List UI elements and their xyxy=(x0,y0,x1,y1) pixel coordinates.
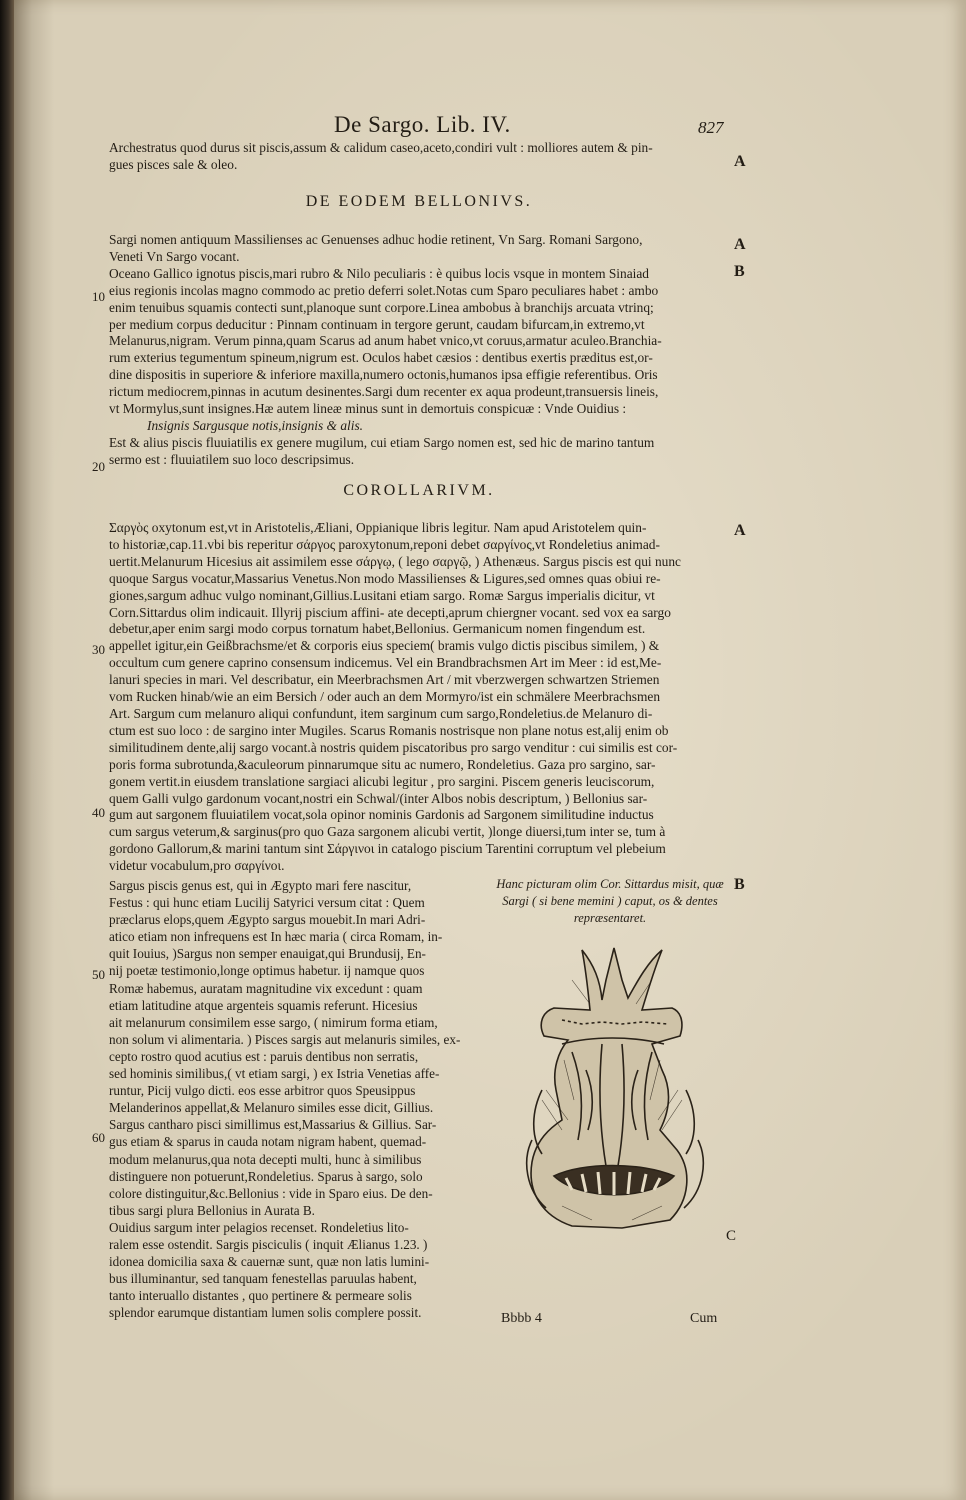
running-title: De Sargo. Lib. IV. xyxy=(334,112,511,137)
book-gutter xyxy=(0,0,14,1500)
text-line: quit Iouius, )Sargus non semper enauigat,qui Brundusij, En- xyxy=(109,946,426,962)
text-line: gonem vertit.in eiusdem translatione sargiaci alicubi legitur , pro sargini. Piscem generis leuciscorum, xyxy=(109,773,655,789)
margin-letter-b: B xyxy=(734,876,745,893)
text-line: lanuri species in mari. Vel describatur, ein Meerbrachsmen Art / mit vberzwergen schwartzen Striemen xyxy=(109,672,660,688)
text-line: Art. Sargum cum melanuro aliqui confundunt, item sarginum cum sargo,Rondeletius.de Melanuro di- xyxy=(109,705,653,721)
text-line: atico etiam non infrequens est In hæc maria ( circa Romam, in- xyxy=(109,929,443,945)
text-line: distinguere non potuerunt,Rondeletius. Sparus à sargo, solo xyxy=(109,1168,423,1184)
text-line: rum exterius tegumentum spineum,nigrum est. Oculos habet cæsios : dentibus exertis præditus est,or- xyxy=(109,350,653,366)
section-heading-corollarium: COROLLARIVM. xyxy=(343,482,495,499)
text-line: Est & alius piscis fluuiatilis ex genere mugilum, cui etiam Sargo nomen est, sed hic de marino tantum xyxy=(109,434,655,450)
text-line: ctum est suo loco : de sargino inter Mugiles. Scarus Romanis nostrisque non plane notus est,alij enim ob xyxy=(109,722,669,738)
text-line: sermo est : fluuiatilem suo loco descripsimus. xyxy=(109,451,355,467)
text-line: appellet igitur,ein Geißbrachsme/et & corporis eius speciem( bramis vulgo dictis piscibus similem, ) & xyxy=(109,638,660,654)
text-line: eius regionis incolas magno commodo ac pretio deferri solet.Notas cum Sparo peculiares habet : ambo xyxy=(109,282,659,298)
intro-paragraph xyxy=(109,140,729,174)
text-line: bus illuminantur, sed tanquam fenestellas paruulas habent, xyxy=(109,1271,417,1287)
text-line: gordono Gallorum,& marini tantum sint Σάργινοι in catalogo piscium Tarentini corruptum vel plebeium xyxy=(109,841,666,857)
text-line: cum sargus veterum,& sarginus(pro quo Gaza sargonem alicubi vertit, )longe diuersi,tum inter se, tum à xyxy=(109,824,666,840)
text-line: enim tenuibus squamis contecti sunt,planoque sunt corpore.Linea ambobus à branchijs arcuata vtrinq; xyxy=(109,299,654,315)
section-heading-bellonius: DE EODEM BELLONIVS. xyxy=(305,193,533,210)
corollarium-paragraph xyxy=(109,520,729,875)
text-line: tanto interuallo distantes , quo pertinere & permeare solis xyxy=(109,1288,412,1304)
margin-letter-c: C xyxy=(726,1228,737,1244)
text-line: Melanurus,nigram. Verum pinna,quam Scarus ad anum habet vnico,vt coruus,armatur aculeo.Branchia- xyxy=(109,333,662,349)
text-line: etiam latitudine atque argenteis squamis referunt. Hicesius xyxy=(109,997,418,1013)
text-line: colore distinguitur,&c.Bellonius : vide in Sparo eius. De den- xyxy=(109,1185,433,1201)
text-line: modum melanurus,qua nota decepti multi, hunc à similibus xyxy=(109,1151,422,1167)
text-line: gus etiam & sparus in cauda notam nigram habent, quemad- xyxy=(109,1134,427,1150)
margin-letter-a: A xyxy=(734,236,746,253)
margin-letter-a: A xyxy=(734,153,746,170)
signature-mark: Bbbb 4 xyxy=(501,1311,542,1326)
left-column-paragraph xyxy=(109,877,481,1321)
bellonius-paragraph xyxy=(109,232,729,469)
text-line: Sargus piscis genus est, qui in Ægypto mari fere nascitur, xyxy=(109,878,412,893)
folio-number: 827 xyxy=(698,118,724,137)
text-line: ait melanurum consimilem esse sargo, ( nimirum forma etiam, xyxy=(109,1014,438,1030)
text-line: poris forma subrotunda,&aculeorum pinnarumque situ ac numero, Rondeletius. Gaza pro sargino, sar- xyxy=(109,756,656,772)
text-line: videtur vocabulum,pro σαργίνοι. xyxy=(109,858,285,874)
text-line: idonea domicilia saxa & cauernæ sunt, quæ non latis lumini- xyxy=(109,1254,430,1270)
text-line: ralem esse ostendit. Sargis pisciculis ( inquit Ælianus 1.23. ) xyxy=(109,1236,428,1252)
text-line: giones,sargum adhuc vulgo nominant,Gillius.Lusitani etiam sargo. Romæ Sargus imperialis dicitur, vt xyxy=(109,587,655,603)
text-line: Ouidius sargum inter pelagios recenset. Rondeletius lito- xyxy=(109,1219,409,1235)
text-line: Sargi nomen antiquum Massilienses ac Genuenses adhuc hodie retinent, Vn Sarg. Romani Sargono, xyxy=(109,232,643,247)
text-line: per medium corpus deducitur : Pinnam continuam in tergore gerunt, caudam bifurcam,in extremo,vt xyxy=(109,316,645,332)
book-page xyxy=(14,0,966,1500)
text-line: occultum cum genere caprino consensum indicemus. Vel ein Brandbrachsmen Art im Meer : id est,Me- xyxy=(109,655,662,671)
text-line: gues pisces sale & oleo. xyxy=(109,156,238,172)
text-line: splendor earumque distantiam lumen solis complere possit. xyxy=(109,1305,422,1321)
text-line: Veneti Vn Sargo vocant. xyxy=(109,248,240,264)
text-line: nij poetæ testimonio,longe optimus habetur. ij namque quos xyxy=(109,963,425,979)
text-line: uertit.Melanurum Hicesius ait assimilem esse σάργῳ, ( lego σαργῷ, ) Athenæus. Sargus piscis est qui nunc xyxy=(109,553,682,569)
line-number: 20 xyxy=(92,459,105,474)
text-line: Oceano Gallico ignotus piscis,mari rubro & Nilo peculiaris : è quibus locis vsque in montem Sinaiad xyxy=(109,265,649,281)
figure-caption: Hanc picturam olim Cor. Sittardus misit, quæ Sargi ( si bene memini ) caput, os & dentes repræsentaret. xyxy=(496,877,724,925)
text-line: non solum vi alimentaria. ) Pisces sargis aut melanuris similes, ex- xyxy=(109,1031,461,1047)
line-number: 50 xyxy=(92,967,105,982)
text-line: Festus : qui hunc etiam Lucilij Satyrici versum citat : Quem xyxy=(109,895,425,911)
line-number: 30 xyxy=(92,642,105,657)
margin-letter-a: A xyxy=(734,522,746,539)
sargus-skull-woodcut xyxy=(502,940,728,1232)
text-line: Romæ habemus, auratam magnitudine vix excedunt : quam xyxy=(109,980,423,996)
catchword: Cum xyxy=(690,1311,718,1326)
text-line: tibus sargi plura Bellonius in Aurata B. xyxy=(109,1202,315,1218)
margin-letter-b: B xyxy=(734,263,745,280)
text-line: præclarus elops,quem Ægypto sargus mouebit.In mari Adri- xyxy=(109,912,426,928)
line-number: 60 xyxy=(92,1130,105,1145)
text-line: Σαργὸς oxytonum est,vt in Aristotelis,Æliani, Oppianique libris legitur. Nam apud Aristotelem quin- xyxy=(109,520,647,535)
text-line: Archestratus quod durus sit piscis,assum & calidum caseo,aceto,condiri vult : molliores autem & pin- xyxy=(109,140,653,155)
text-line: vom Rucken hinab/wie an eim Bersich / oder auch an dem Mormyro/ist ein schmälere Meerbrachsmen xyxy=(109,689,661,705)
line-number: 10 xyxy=(92,289,105,304)
text-line: to historiæ,cap.11.vbi bis reperitur σάργος paroxytonum,reponi debet σαργίνος,vt Rondeletius animad- xyxy=(109,536,660,552)
ovid-verse: Insignis Sargusque notis,insignis & alis. xyxy=(147,417,364,433)
text-line: quem Galli vulgo gardonum vocant,nostri ein Schwal/(inter Albos nobis descriptum, ) Bellonius sar- xyxy=(109,790,648,806)
text-line: similitudinem dente,alij sargo vocant.à nostris quidem piscatoribus pro sargo venditur : cui similis est cor- xyxy=(109,739,678,755)
text-line: sed hominis similibus,( vt etiam sargi, ) ex Istria Venetias affe- xyxy=(109,1066,440,1082)
text-line: quoque Sargus vocatur,Massarius Venetus.Non modo Massilienses & Ligures,sed omnes quas obiui re- xyxy=(109,570,661,586)
text-line: rictum mediocrem,pinnas in acutum desinentes.Sargi dum recenter ex aqua prodeunt,transuersis lineis, xyxy=(109,384,659,400)
text-line: Corn.Sittardus olim indicauit. Illyrij piscium affini- ate decepti,aprum chiergner vocant. sed vox ea sargo xyxy=(109,604,671,620)
text-line: Sargus cantharo pisci simillimus est,Massarius & Gillius. Sar- xyxy=(109,1117,437,1133)
line-number: 40 xyxy=(92,805,105,820)
text-line: Melanderinos appellat,& Melanuro similes esse dicit, Gillius. xyxy=(109,1100,434,1116)
text-line: gum aut sargonem fluuiatilem vocat,sola opinor nominis Gardonis ad Sargonem similitudine inductus xyxy=(109,807,654,823)
text-line: dine dispositis in superiore & inferiore maxilla,numero octonis,humanos ipsa effigie referentibus. Oris xyxy=(109,367,658,383)
text-line: runtur, Picij vulgo dicti. eos esse arbitror quos Speusippus xyxy=(109,1083,416,1099)
text-line: vt Mormylus,sunt insignes.Hæ autem lineæ minus sunt in demortuis conspicuæ : Vnde Ouidius : xyxy=(109,401,627,417)
text-line: debetur,aper enim sargi modo corpus tornatum habet,Bellonius. Germanicum nomen fingendum est. xyxy=(109,621,646,637)
text-line: cepto rostro quod acutius est : paruis dentibus non serratis, xyxy=(109,1048,419,1064)
